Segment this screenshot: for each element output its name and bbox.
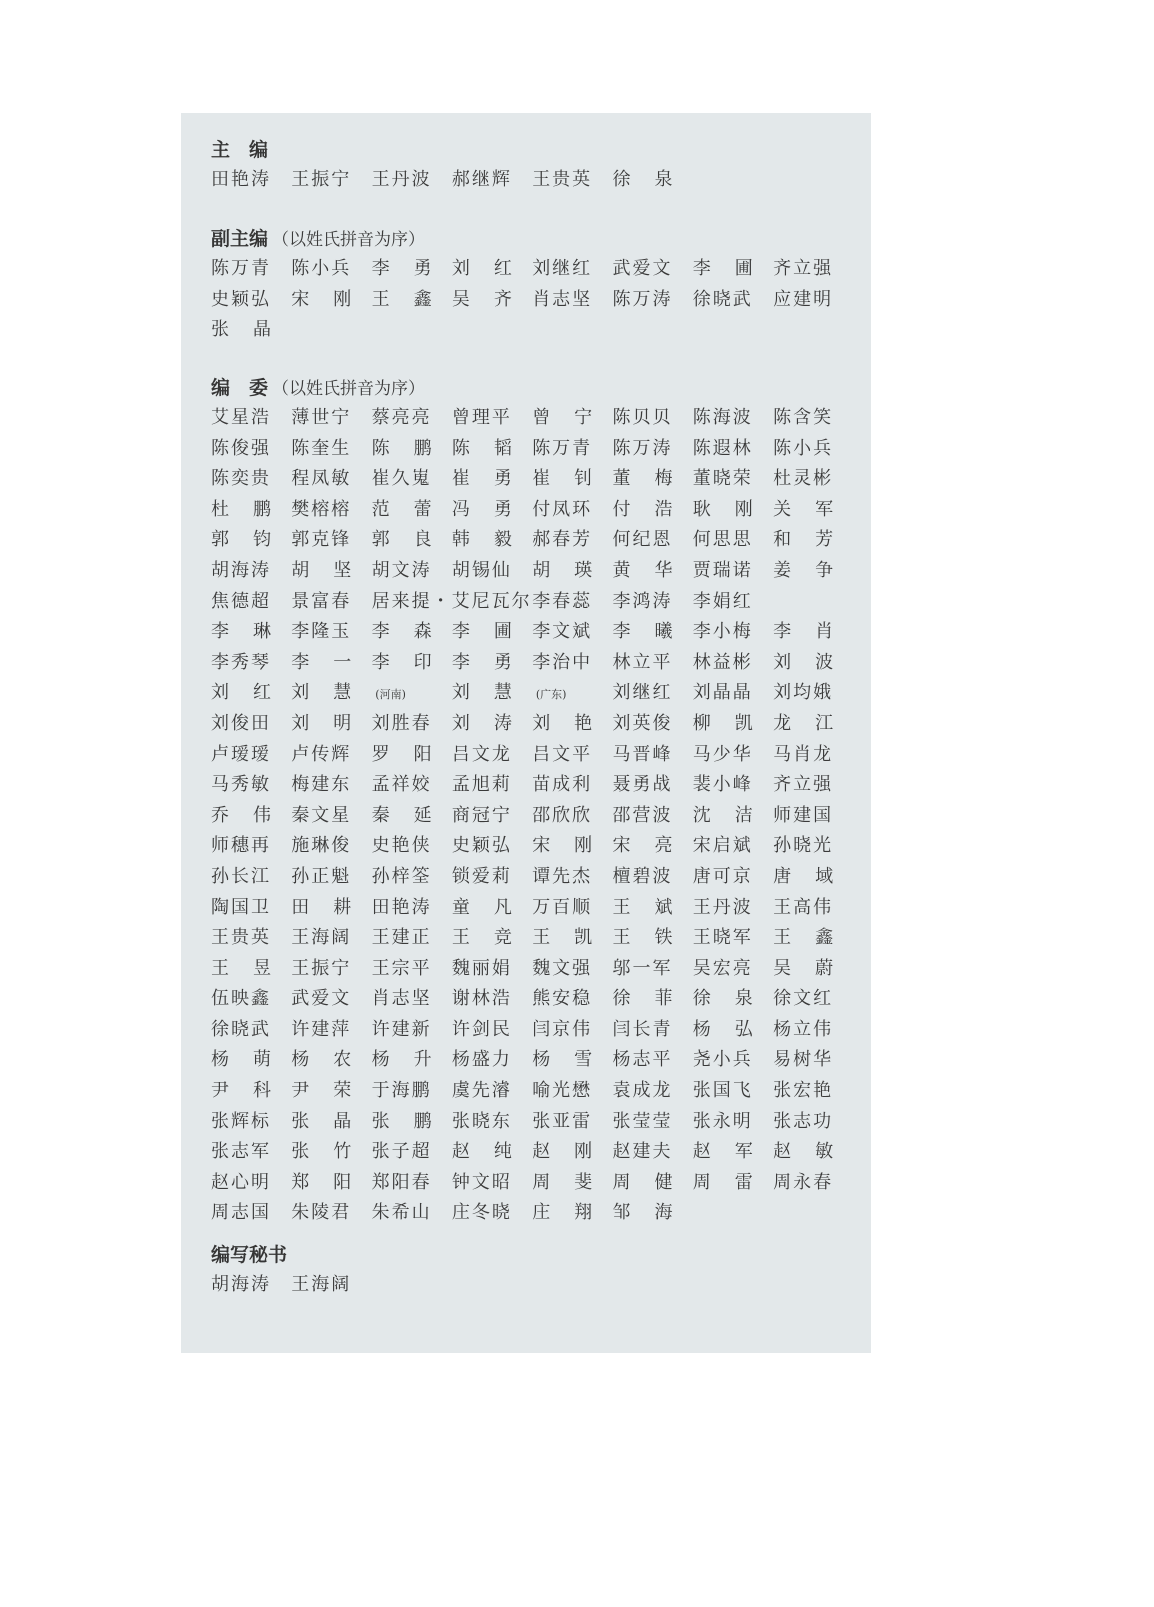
person-name: 杜灵彬	[773, 468, 834, 490]
person-name: 杜鹏	[211, 498, 295, 520]
person-name: 林益彬	[692, 651, 753, 673]
person-name: 陈万青	[211, 258, 271, 279]
person-name: 谭先杰	[532, 865, 593, 887]
person-name: 崔勇	[451, 468, 536, 490]
person-name: 许建萍	[291, 1018, 352, 1040]
person-name: 王鑫	[371, 288, 456, 310]
person-name: 孙正魁	[291, 865, 352, 887]
person-name: 王晓军	[692, 927, 753, 949]
person-name: 徐晓武	[211, 1018, 271, 1040]
person-name: 孙梓筌	[371, 865, 432, 887]
person-name: 陈小兵	[773, 437, 834, 459]
person-name: 苗成利	[532, 774, 593, 796]
person-name: 贾瑞诺	[692, 559, 753, 581]
person-name: 程凤敏	[291, 468, 352, 490]
person-name: 伍映鑫	[211, 988, 271, 1010]
person-name: 李圃	[451, 621, 536, 643]
person-name: 刘明	[291, 712, 376, 734]
person-name: 王贵英	[532, 169, 593, 190]
person-name: 关军	[773, 498, 858, 520]
person-name: 史颖弘	[451, 835, 512, 857]
person-name: 赵心明	[211, 1171, 271, 1193]
person-name: 马少华	[692, 743, 753, 765]
name-row	[211, 1137, 861, 1168]
name-row	[211, 1198, 861, 1229]
person-name: 王振宁	[291, 169, 352, 190]
person-name: 施琳俊	[291, 835, 352, 857]
person-name: 武爱文	[612, 258, 673, 279]
chief-editor-names	[211, 165, 861, 196]
deputy-editor-title: 副主编	[211, 228, 269, 250]
person-name: 易树华	[773, 1049, 834, 1071]
person-name: 陈小兵	[291, 258, 352, 279]
person-name: 刘继红	[612, 682, 673, 704]
person-name: 吴齐	[451, 288, 536, 310]
deputy-editor-section	[211, 224, 861, 346]
person-name: 王贵英	[211, 927, 271, 949]
person-name: 吴宏亮	[692, 957, 753, 979]
person-name: 李圃	[692, 258, 777, 279]
person-name: 武爱文	[291, 988, 352, 1010]
person-name: 梅建东	[291, 774, 352, 796]
person-name: 孙晓光	[773, 835, 834, 857]
committee-title: 编 委	[211, 377, 269, 399]
person-name: 童凡	[451, 896, 536, 918]
person-name: 焦德超	[211, 590, 271, 612]
person-name: 胡文涛	[371, 559, 432, 581]
person-name: 卢传辉	[291, 743, 352, 765]
person-name: 王海阔	[291, 1274, 352, 1295]
person-name: 刘英俊	[612, 712, 673, 734]
person-name: 王鑫	[773, 927, 858, 949]
person-name: 耿刚	[692, 498, 777, 520]
person-name: 董梅	[612, 468, 697, 490]
name-row	[211, 709, 861, 740]
name-row	[211, 1168, 861, 1199]
person-name: 李隆玉	[291, 621, 352, 643]
person-name: 师穗再	[211, 835, 271, 857]
person-name: 赵建夫	[612, 1141, 673, 1163]
person-name: 张国飞	[692, 1080, 753, 1102]
name-row	[211, 923, 861, 954]
person-name: 张辉标	[211, 1110, 271, 1132]
person-name: 尧小兵	[692, 1049, 753, 1071]
person-name: 杨立伟	[773, 1018, 834, 1040]
person-name: 胡坚	[291, 559, 376, 581]
person-name: 曾理平	[451, 407, 512, 428]
person-name: 裴小峰	[692, 774, 753, 796]
deputy-editor-heading	[211, 224, 861, 254]
person-name: 张子超	[371, 1141, 432, 1163]
person-name: 姜争	[773, 559, 858, 581]
person-name: 张竹	[291, 1141, 376, 1163]
person-name: 宋刚	[291, 288, 376, 310]
person-name: 田耕	[291, 896, 376, 918]
person-name: 蔡亮亮	[371, 407, 432, 428]
person-name: 陈贝贝	[612, 407, 673, 428]
person-name: 和芳	[773, 529, 858, 551]
person-name: 杨萌	[211, 1049, 295, 1071]
person-name: 卢瑷瑷	[211, 743, 271, 765]
committee-section	[211, 373, 861, 1229]
person-name: 陈万涛	[612, 437, 673, 459]
person-name: 杨农	[291, 1049, 376, 1071]
person-name: 郝春芳	[532, 529, 593, 551]
person-name: 乔伟	[211, 804, 295, 826]
person-name: 王建正	[371, 927, 432, 949]
secretary-heading: 编写秘书	[211, 1244, 288, 1266]
person-name: 庄翔	[532, 1202, 617, 1224]
person-name: 张永明	[692, 1110, 753, 1132]
person-name: 李森	[371, 621, 456, 643]
person-name: 闫京伟	[532, 1018, 593, 1040]
name-row	[211, 1076, 861, 1107]
person-name: 范蕾	[371, 498, 456, 520]
name-row	[211, 678, 861, 709]
person-name: 刘波	[773, 651, 858, 673]
person-name: 刘继红	[532, 258, 593, 279]
person-name: 虞先濬	[451, 1080, 512, 1102]
person-name: 聂勇战	[612, 774, 673, 796]
person-name: 李治中	[532, 651, 593, 673]
person-name: 徐晓武	[692, 288, 753, 310]
person-name: 尹荣	[291, 1080, 376, 1102]
person-name: 史颖弘	[211, 288, 271, 310]
person-name: 冯勇	[451, 498, 536, 520]
person-name: 张鹏	[371, 1110, 456, 1132]
name-row	[211, 617, 861, 648]
person-name: 杨升	[371, 1049, 456, 1071]
person-name: 马肖龙	[773, 743, 834, 765]
person-name: 李娟红	[692, 590, 753, 612]
person-name: 庄冬晓	[451, 1202, 512, 1224]
person-name: 刘慧(河南)	[291, 682, 406, 704]
person-name: 李一	[291, 651, 376, 673]
person-name: 吴蔚	[773, 957, 858, 979]
person-name: 李曦	[612, 621, 697, 643]
person-name: 于海鹏	[371, 1080, 432, 1102]
person-name: 朱陵君	[291, 1202, 352, 1224]
person-name: 景富春	[291, 590, 352, 612]
person-name: 宋刚	[532, 835, 617, 857]
person-name: 谢林浩	[451, 988, 512, 1010]
name-row	[211, 1107, 861, 1138]
person-name: 陈含笑	[773, 407, 834, 428]
name-row	[211, 862, 861, 893]
person-name: 刘红	[211, 682, 295, 704]
person-name: 张晶	[291, 1110, 376, 1132]
person-name: 刘均娥	[773, 682, 834, 704]
person-name: 刘红	[451, 258, 536, 279]
person-name: 杨雪	[532, 1049, 617, 1071]
person-name: 钟文昭	[451, 1171, 512, 1193]
person-name: 周斐	[532, 1171, 617, 1193]
person-name: 喻光懋	[532, 1080, 593, 1102]
person-name: 王铁	[612, 927, 697, 949]
person-name: 宋启斌	[692, 835, 753, 857]
person-name: 马秀敏	[211, 774, 271, 796]
person-name: 师建国	[773, 804, 834, 826]
person-name: 锁爱莉	[451, 865, 512, 887]
person-name: 李小梅	[692, 621, 753, 643]
secretary-names	[211, 1270, 861, 1301]
person-name: 王海阔	[291, 927, 352, 949]
person-name: 张亚雷	[532, 1110, 593, 1132]
person-name: 张宏艳	[773, 1080, 834, 1102]
person-name: 邵营波	[612, 804, 673, 826]
person-name: 李印	[371, 651, 456, 673]
person-name: 陈奎生	[291, 437, 352, 459]
person-name: 田艳涛	[371, 896, 432, 918]
person-name: 刘晶晶	[692, 682, 753, 704]
person-name: 闫长青	[612, 1018, 673, 1040]
person-name: 孟祥姣	[371, 774, 432, 796]
person-name: 沈洁	[692, 804, 777, 826]
person-name: 应建明	[773, 288, 834, 310]
committee-note: （以姓氏拼音为序）	[272, 379, 426, 399]
person-name: 吕文龙	[451, 743, 512, 765]
person-name: 何纪恩	[612, 529, 673, 551]
person-name: 郝继辉	[451, 169, 512, 190]
person-name: 刘慧(广东)	[451, 682, 567, 704]
person-name: 陶国卫	[211, 896, 271, 918]
person-name: 付浩	[612, 498, 697, 520]
person-name: 陈遐林	[692, 437, 753, 459]
person-name: 周志国	[211, 1202, 271, 1224]
person-name: 樊榕榕	[291, 498, 352, 520]
person-name: 熊安稳	[532, 988, 593, 1010]
person-name: 罗阳	[371, 743, 456, 765]
person-name: 刘艳	[532, 712, 617, 734]
person-name: 邹海	[612, 1202, 697, 1224]
person-name: 王宗平	[371, 957, 432, 979]
person-name: 王斌	[612, 896, 697, 918]
person-name: 秦延	[371, 804, 456, 826]
person-name: 魏丽娟	[451, 957, 512, 979]
person-name: 崔久嵬	[371, 468, 432, 490]
name-row	[211, 801, 861, 832]
name-row	[211, 648, 861, 679]
person-name: 袁成龙	[612, 1080, 673, 1102]
person-name: 赵刚	[532, 1141, 617, 1163]
person-name: 檀碧波	[612, 865, 673, 887]
name-row	[211, 434, 861, 465]
person-name: 柳凯	[692, 712, 777, 734]
person-name: 张志功	[773, 1110, 834, 1132]
person-name: 杨志平	[612, 1049, 673, 1071]
person-name: 崔钊	[532, 468, 617, 490]
person-name: 李春蕊	[532, 590, 593, 612]
person-name: 郭良	[371, 529, 456, 551]
person-name: 陈韬	[451, 437, 536, 459]
person-name: 居来提・艾尼瓦尔	[371, 590, 532, 612]
person-name: 董晓荣	[692, 468, 753, 490]
person-name: 曾宁	[532, 407, 617, 428]
chief-editor-section	[211, 135, 861, 196]
person-name: 郑阳春	[371, 1171, 432, 1193]
person-name: 许剑民	[451, 1018, 512, 1040]
person-name: 赵军	[692, 1141, 777, 1163]
person-name: 胡海涛	[211, 559, 271, 581]
person-name: 李鸿涛	[612, 590, 673, 612]
person-name: 韩毅	[451, 529, 536, 551]
person-name: 李秀琴	[211, 651, 271, 673]
name-row	[211, 254, 861, 285]
name-row	[211, 770, 861, 801]
person-name: 魏文强	[532, 957, 593, 979]
person-name: 邵欣欣	[532, 804, 593, 826]
person-name: 赵纯	[451, 1141, 536, 1163]
person-name: 张志军	[211, 1141, 271, 1163]
person-name: 李文斌	[532, 621, 593, 643]
person-name: 周永春	[773, 1171, 834, 1193]
person-name: 唐域	[773, 865, 858, 887]
secretary-section	[211, 1240, 861, 1301]
name-row	[211, 740, 861, 771]
person-name: 徐泉	[692, 988, 777, 1010]
name-row	[211, 1045, 861, 1076]
name-row	[211, 525, 861, 556]
person-name: 薄世宁	[291, 407, 352, 428]
person-name: 王高伟	[773, 896, 834, 918]
person-name: 陈万青	[532, 437, 593, 459]
name-row	[211, 831, 861, 862]
editorial-board-panel	[181, 113, 871, 1353]
person-name: 陈海波	[692, 407, 753, 428]
person-name: 艾星浩	[211, 407, 271, 428]
name-row	[211, 893, 861, 924]
person-name: 吕文平	[532, 743, 593, 765]
person-name: 王昱	[211, 957, 295, 979]
person-name: 张莹莹	[612, 1110, 673, 1132]
person-name: 李琳	[211, 621, 295, 643]
person-name: 刘胜春	[371, 712, 432, 734]
person-name: 龙江	[773, 712, 858, 734]
person-name: 刘涛	[451, 712, 536, 734]
person-name: 张晶	[211, 319, 295, 341]
person-name: 万百顺	[532, 896, 593, 918]
person-name: 杨盛力	[451, 1049, 512, 1071]
person-name: 王振宁	[291, 957, 352, 979]
person-name: 李勇	[451, 651, 536, 673]
person-name: 周健	[612, 1171, 697, 1193]
person-name: 尹科	[211, 1080, 295, 1102]
person-name: 孟旭莉	[451, 774, 512, 796]
person-name: 黄华	[612, 559, 697, 581]
person-name: 孙长江	[211, 865, 271, 887]
person-name: 刘俊田	[211, 712, 271, 734]
person-name: 唐可京	[692, 865, 753, 887]
person-name: 郭钧	[211, 529, 295, 551]
person-name: 王丹波	[692, 896, 753, 918]
person-name: 杨弘	[692, 1018, 777, 1040]
person-name: 郭克锋	[291, 529, 352, 551]
person-name: 陈俊强	[211, 437, 271, 459]
person-name: 肖志坚	[371, 988, 432, 1010]
name-row	[211, 587, 861, 618]
person-name: 秦文星	[291, 804, 352, 826]
person-name: 齐立强	[773, 258, 834, 279]
person-name: 许建新	[371, 1018, 432, 1040]
person-name: 邬一军	[612, 957, 673, 979]
committee-heading	[211, 373, 861, 403]
committee-names	[211, 403, 861, 1229]
name-row	[211, 984, 861, 1015]
deputy-editor-note: （以姓氏拼音为序）	[272, 230, 426, 250]
person-name: 李肖	[773, 621, 858, 643]
person-name: 郑阳	[291, 1171, 376, 1193]
person-name: 宋亮	[612, 835, 697, 857]
person-name: 李勇	[371, 258, 456, 279]
person-name: 史艳侠	[371, 835, 432, 857]
person-name: 赵敏	[773, 1141, 858, 1163]
person-name: 胡海涛	[211, 1274, 271, 1295]
name-row	[211, 315, 861, 346]
person-name: 张晓东	[451, 1110, 512, 1132]
name-row	[211, 403, 861, 434]
person-name: 王丹波	[371, 169, 432, 190]
person-name: 徐泉	[612, 169, 697, 190]
person-name: 徐菲	[612, 988, 697, 1010]
person-name: 陈鹏	[371, 437, 456, 459]
name-row	[211, 495, 861, 526]
person-name: 林立平	[612, 651, 673, 673]
person-name: 朱希山	[371, 1202, 432, 1224]
person-name: 齐立强	[773, 774, 834, 796]
person-name: 徐文红	[773, 988, 834, 1010]
name-row	[211, 464, 861, 495]
person-name: 周雷	[692, 1171, 777, 1193]
person-name: 陈万涛	[612, 288, 673, 310]
name-row	[211, 556, 861, 587]
person-name: 商冠宁	[451, 804, 512, 826]
person-name: 王凯	[532, 927, 617, 949]
person-name: 陈奕贵	[211, 468, 271, 490]
person-name: 王竞	[451, 927, 536, 949]
name-row	[211, 954, 861, 985]
name-row	[211, 285, 861, 316]
person-name: 田艳涛	[211, 169, 271, 190]
person-name: 马晋峰	[612, 743, 673, 765]
name-row	[211, 1015, 861, 1046]
person-name: 付凤环	[532, 498, 593, 520]
person-name: 胡锡仙	[451, 559, 512, 581]
chief-editor-heading: 主 编	[211, 139, 269, 161]
person-name: 肖志坚	[532, 288, 593, 310]
person-name: 胡瑛	[532, 559, 617, 581]
deputy-editor-names	[211, 254, 861, 346]
person-name: 何思思	[692, 529, 753, 551]
